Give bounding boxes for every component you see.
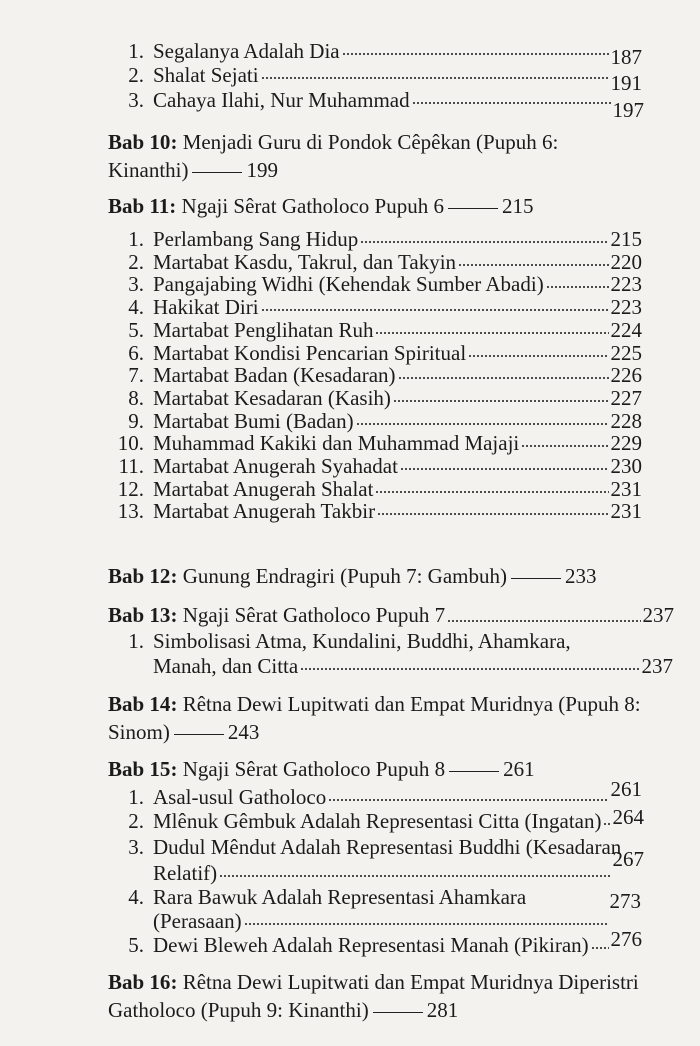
toc-item (118, 39, 642, 69)
leader-dots (328, 798, 608, 802)
item-title: Hakikat Diri (153, 295, 259, 320)
chapter-label: Bab 16 (108, 970, 171, 994)
item-page: 261 (610, 777, 642, 801)
toc-item (108, 432, 642, 454)
dash (373, 1012, 423, 1013)
item-number: 10. (117, 431, 144, 456)
item-title-cont: Manah, dan Citta (153, 654, 299, 678)
chapter-11: Bab 11: Ngaji Sêrat Gatholoco Pupuh 6 215 (108, 194, 534, 218)
item-number: 3. (128, 835, 144, 859)
chapter-title: Menjadi Guru di Pondok Cêpêkan (Pupuh 6: (182, 130, 559, 154)
item-page: 267 (612, 847, 644, 871)
chapter-label: Bab 14 (108, 692, 171, 716)
chapter-title: Gunung Endragiri (Pupuh 7: Gambuh) (182, 564, 507, 588)
leader-dots (412, 101, 611, 105)
item-page: 229 (610, 431, 642, 456)
chapter-title-cont: Gatholoco (Pupuh 9: Kinanthi) (108, 998, 369, 1022)
leader-dots (546, 285, 609, 289)
toc-item (118, 88, 644, 122)
leader-dots (400, 467, 609, 471)
item-page: 264 (612, 805, 644, 829)
item-page: 230 (610, 454, 642, 478)
item-number: 5. (128, 933, 144, 957)
chapter-heading: Bab 13 : Ngaji Sêrat Gatholoco Pupuh 7 237 (108, 603, 674, 627)
chapter-title: Rêtna Dewi Lupitwati dan Empat Muridnya Diperistri (182, 970, 639, 994)
item-page: 197 (612, 98, 644, 122)
item-number: 1. (128, 785, 144, 809)
chapter-page: 199 (246, 158, 278, 182)
chapter-title-cont: Kinanthi) (108, 158, 189, 182)
leader-dots (244, 922, 608, 926)
item-number: 13. (117, 499, 144, 524)
leader-dots (393, 399, 609, 403)
item-page: 191 (610, 71, 642, 95)
leader-dots (377, 512, 608, 516)
item-page: 231 (610, 476, 642, 501)
chapter-page: 237 (642, 603, 674, 627)
dash (449, 771, 499, 772)
item-page: 215 (610, 227, 642, 251)
item-title: Muhammad Kakiki dan Muhammad Majaji (153, 431, 520, 456)
chapter-page: 233 (564, 564, 597, 588)
item-number: 5. (128, 317, 144, 342)
item-title: Pangajabing Widhi (Kehendak Sumber Abadi) (153, 272, 544, 297)
toc-item (118, 387, 642, 409)
toc-item (118, 63, 642, 95)
toc-item (118, 836, 621, 858)
item-number: 1. (128, 227, 144, 251)
item-title-cont: Relatif) (153, 861, 218, 885)
item-page: 273 (609, 889, 641, 913)
chapter-15: Bab 15: Ngaji Sêrat Gatholoco Pupuh 8 261 (108, 757, 535, 781)
item-number: 2. (128, 249, 144, 274)
chapter-label: Bab 13 (108, 603, 171, 627)
leader-dots (591, 946, 609, 950)
item-number: 12. (117, 476, 144, 501)
chapter-title-cont: Sinom) (108, 720, 170, 744)
item-title-cont: (Perasaan) (153, 909, 242, 933)
toc-item (118, 342, 642, 364)
item-title: Cahaya Ilahi, Nur Muhammad (153, 88, 410, 112)
chapter-title: Ngaji Sêrat Gatholoco Pupuh 6 (181, 194, 444, 218)
item-title: Martabat Anugerah Shalat (153, 476, 374, 501)
chapter-title: Rêtna Dewi Lupitwati dan Empat Muridnya (Pupuh 8: (182, 692, 641, 716)
item-title: Martabat Kondisi Pencarian Spiritual (153, 340, 467, 365)
item-title: Martabat Penglihatan Ruh (153, 317, 374, 342)
item-page: 225 (610, 340, 642, 365)
leader-dots (468, 354, 608, 358)
toc-item (108, 500, 642, 522)
item-title: Martabat Kesadaran (Kasih) (153, 385, 391, 410)
chapter-label: Bab 15 (108, 757, 171, 781)
item-title: Mlênuk Gêmbuk Adalah Representasi Citta (Ingatan) (153, 809, 602, 833)
chapter-title: Ngaji Sêrat Gatholoco Pupuh 8 (182, 757, 446, 781)
item-number: 1. (128, 39, 144, 63)
toc-item (118, 927, 642, 957)
chapter-page: 261 (503, 757, 535, 781)
chapter-page: 281 (426, 998, 459, 1022)
chapter-title: Ngaji Sêrat Gatholoco Pupuh 7 (182, 603, 446, 627)
toc-item (108, 478, 642, 500)
dash (192, 172, 242, 173)
leader-dots (375, 490, 608, 494)
item-page: 237 (641, 654, 673, 678)
item-number: 8. (128, 385, 144, 410)
toc-item (118, 296, 642, 318)
toc-item (118, 319, 642, 341)
item-title: Simbolisasi Atma, Kundalini, Buddhi, Ahamkara, (153, 629, 571, 653)
leader-dots (356, 422, 609, 426)
leader-dots (342, 52, 609, 56)
item-title: Dudul Mêndut Adalah Representasi Buddhi (Kesadaran (153, 835, 622, 859)
item-title: Segalanya Adalah Dia (153, 39, 340, 63)
item-page: 187 (610, 45, 642, 69)
item-number: 6. (128, 340, 144, 365)
leader-dots (300, 667, 639, 671)
leader-dots (360, 240, 608, 244)
leader-dots (375, 331, 608, 335)
item-title: Martabat Kasdu, Takrul, dan Takyin (153, 249, 457, 274)
item-number: 7. (128, 363, 144, 388)
item-page: 220 (610, 249, 642, 274)
item-page: 276 (610, 927, 642, 951)
item-number: 4. (128, 885, 144, 909)
item-page: 223 (610, 272, 642, 297)
item-page: 231 (610, 499, 642, 524)
chapter-page: 243 (227, 720, 260, 744)
toc-item (118, 251, 642, 273)
leader-dots (398, 376, 609, 380)
item-title: Dewi Bleweh Adalah Representasi Manah (Pikiran) (153, 933, 589, 957)
item-title: Perlambang Sang Hidup (153, 227, 359, 251)
leader-dots (261, 308, 609, 312)
item-page: 227 (610, 385, 642, 410)
leader-dots (261, 76, 609, 80)
toc-item (118, 886, 526, 908)
item-title: Martabat Badan (Kesadaran) (153, 363, 396, 388)
toc-item (118, 410, 642, 432)
item-title: Martabat Anugerah Takbir (153, 499, 376, 524)
item-number: 9. (128, 408, 144, 433)
dash (448, 208, 498, 209)
chapter-14: Bab 14: Rêtna Dewi Lupitwati dan Empat Muridnya (Pupuh 8: Sinom) 243 (108, 692, 641, 744)
item-page: 224 (610, 317, 642, 342)
leader-dots (219, 874, 610, 878)
toc-item (118, 273, 642, 295)
item-number: 4. (128, 295, 144, 320)
chapter-label: Bab 12 (108, 564, 171, 588)
toc-item (108, 455, 642, 477)
toc-item-cont (153, 655, 673, 677)
item-title: Rara Bawuk Adalah Representasi Ahamkara (153, 885, 527, 909)
toc-item (118, 630, 571, 652)
item-page: 223 (610, 295, 642, 320)
toc-item (118, 364, 642, 386)
toc-item (118, 805, 644, 833)
item-title: Martabat Bumi (Badan) (153, 408, 354, 433)
chapter-page: 215 (502, 194, 534, 218)
chapter-10: Bab 10: Menjadi Guru di Pondok Cêpêkan (Pupuh 6: Kinanthi) 199 (108, 130, 559, 182)
item-page: 226 (610, 363, 642, 388)
chapter-16: Bab 16: Rêtna Dewi Lupitwati dan Empat Muridnya Diperistri Gatholoco (Pupuh 9: Kinanthi) 281 (108, 970, 639, 1022)
leader-dots (603, 822, 610, 826)
item-title: Asal-usul Gatholoco (153, 785, 327, 809)
leader-dots (521, 444, 608, 448)
item-number: 11. (118, 454, 144, 478)
item-number: 1. (128, 629, 144, 653)
item-title: Shalat Sejati (153, 63, 259, 87)
leader-dots (458, 263, 608, 267)
item-page: 228 (610, 408, 642, 433)
leader-dots (447, 619, 640, 623)
chapter-label: Bab 10 (108, 130, 171, 154)
item-number: 2. (128, 63, 144, 87)
item-number: 3. (128, 272, 144, 297)
item-title: Martabat Anugerah Syahadat (153, 454, 398, 478)
chapter-label: Bab 11 (108, 194, 170, 218)
item-number: 2. (128, 809, 144, 833)
chapter-12: Bab 12: Gunung Endragiri (Pupuh 7: Gambuh) 233 (108, 564, 597, 588)
toc-item (118, 228, 642, 250)
toc-item (118, 777, 642, 809)
dash (174, 734, 224, 735)
item-number: 3. (128, 88, 144, 112)
dash (511, 578, 561, 579)
